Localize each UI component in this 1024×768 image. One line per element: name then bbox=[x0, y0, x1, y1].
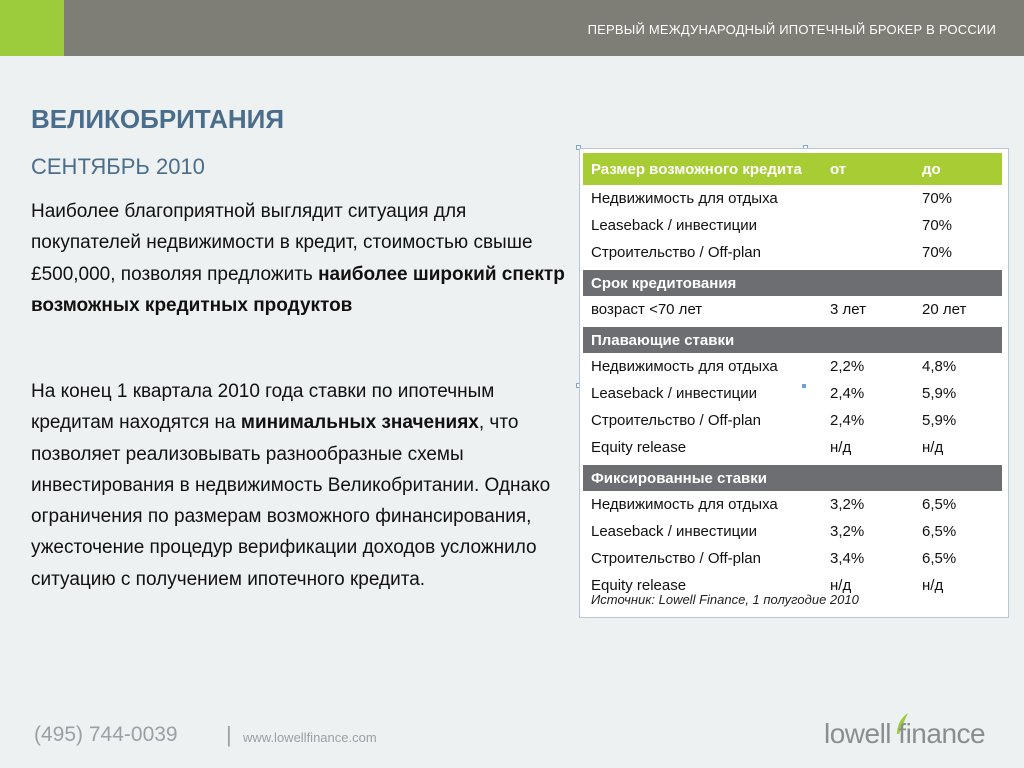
table-cell: Недвижимость для отдыха bbox=[591, 358, 778, 375]
table-row bbox=[583, 491, 1002, 518]
table-cell: н/д bbox=[830, 439, 852, 456]
section-title: Срок кредитования bbox=[583, 270, 1002, 296]
table-cell: Equity release bbox=[591, 577, 687, 594]
table-row bbox=[583, 380, 1002, 407]
table-cell: 5,9% bbox=[922, 385, 957, 402]
paragraph-1-bold: наиболее широкий спектр возможных кредитных продуктов bbox=[31, 263, 565, 316]
table-cell: Строительство / Off-plan bbox=[591, 550, 761, 567]
table-cell: 2,4% bbox=[830, 412, 865, 429]
table-section-header bbox=[583, 327, 1002, 353]
table-cell bbox=[826, 212, 918, 239]
section-title: Плавающие ставки bbox=[583, 327, 1002, 353]
paragraph-1 bbox=[31, 196, 571, 321]
table-cell: Leaseback / инвестиции bbox=[591, 523, 757, 540]
table-cell: н/д bbox=[922, 577, 944, 594]
table-row bbox=[583, 434, 1002, 461]
table-row bbox=[583, 185, 1002, 212]
table-cell: 2,2% bbox=[830, 358, 865, 375]
table-header-row bbox=[583, 153, 1002, 185]
slide-title: ВЕЛИКОБРИТАНИЯ bbox=[31, 104, 285, 134]
table-cell: 70% bbox=[922, 244, 953, 261]
lowell-finance-logo bbox=[824, 712, 1004, 752]
table-cell: н/д bbox=[830, 577, 852, 594]
table-section-header bbox=[583, 465, 1002, 491]
table-cell: н/д bbox=[922, 439, 944, 456]
table-cell: 6,5% bbox=[922, 496, 957, 513]
footer-url[interactable]: www.lowellfinance.com bbox=[243, 730, 377, 745]
table-cell: 20 лет bbox=[922, 301, 967, 318]
paragraph-1-text: Наиболее благоприятной выглядит ситуация для покупателей недвижимости в кредит, стоимостью свыше £500,000, позволяя предложить bbox=[31, 201, 533, 285]
table-cell: Строительство / Off-plan bbox=[591, 244, 761, 261]
table-cell: 6,5% bbox=[922, 523, 957, 540]
table-cell: до bbox=[918, 153, 1002, 185]
table-cell: 2,4% bbox=[830, 385, 865, 402]
header-bar bbox=[0, 0, 1024, 56]
table-cell: Equity release bbox=[591, 439, 687, 456]
table-row bbox=[583, 545, 1002, 572]
table-cell: 3,4% bbox=[830, 550, 865, 567]
table-cell: 3,2% bbox=[830, 496, 865, 513]
footer-separator: | bbox=[226, 722, 232, 747]
table-cell: 3 лет bbox=[830, 301, 866, 318]
paragraph-2 bbox=[31, 376, 571, 595]
table-row bbox=[583, 239, 1002, 266]
table-row bbox=[583, 407, 1002, 434]
table-section-header bbox=[583, 270, 1002, 296]
paragraph-2-bold: минимальных значениях bbox=[240, 412, 479, 434]
table-cell: 4,8% bbox=[922, 358, 957, 375]
rates-table-image[interactable] bbox=[579, 148, 1009, 618]
table-cell: Размер возможного кредита bbox=[583, 153, 826, 185]
table-cell: Строительство / Off-plan bbox=[591, 412, 761, 429]
table-cell: возраст <70 лет bbox=[591, 301, 703, 318]
table-cell: Leaseback / инвестиции bbox=[591, 385, 757, 402]
table-row bbox=[583, 518, 1002, 545]
table-cell: 6,5% bbox=[922, 550, 957, 567]
slide-subtitle: СЕНТЯБРЬ 2010 bbox=[31, 154, 205, 179]
table-cell: 3,2% bbox=[830, 523, 865, 540]
anchor-marker bbox=[802, 384, 806, 388]
section-title: Фиксированные ставки bbox=[583, 465, 1002, 491]
header-tagline: ПЕРВЫЙ МЕЖДУНАРОДНЫЙ ИПОТЕЧНЫЙ БРОКЕР В РОССИИ bbox=[587, 22, 996, 37]
table-cell: Недвижимость для отдыха bbox=[591, 190, 778, 207]
header-accent-block bbox=[0, 0, 64, 56]
table-row bbox=[583, 353, 1002, 380]
table-row bbox=[583, 212, 1002, 239]
table-cell: 70% bbox=[922, 217, 953, 234]
table-cell: Leaseback / инвестиции bbox=[591, 217, 757, 234]
table-cell: 70% bbox=[922, 190, 953, 207]
table-cell bbox=[826, 185, 918, 212]
table-cell: Недвижимость для отдыха bbox=[591, 496, 778, 513]
table-cell bbox=[826, 239, 918, 266]
table-cell: 5,9% bbox=[922, 412, 957, 429]
table-row bbox=[583, 296, 1002, 323]
rates-table bbox=[583, 153, 1002, 599]
footer-phone: (495) 744-0039 bbox=[34, 723, 178, 746]
table-source: Источник: Lowell Finance, 1 полугодие 2010 bbox=[591, 592, 859, 607]
table-cell: от bbox=[826, 153, 918, 185]
logo-text: lowell finance bbox=[824, 718, 986, 749]
paragraph-2-text-after: , что позволяет реализовывать разнообразные схемы инвестирования в недвижимость Великобритании. Однако ограничения по размерам возможного финансирования, ужесточение процедур верификации доходов усложнило ситуацию с получением ипотечного кредита. bbox=[31, 412, 551, 590]
paragraph-2-text-before: На конец 1 квартала 2010 года ставки по ипотечным кредитам находятся на bbox=[31, 381, 495, 434]
